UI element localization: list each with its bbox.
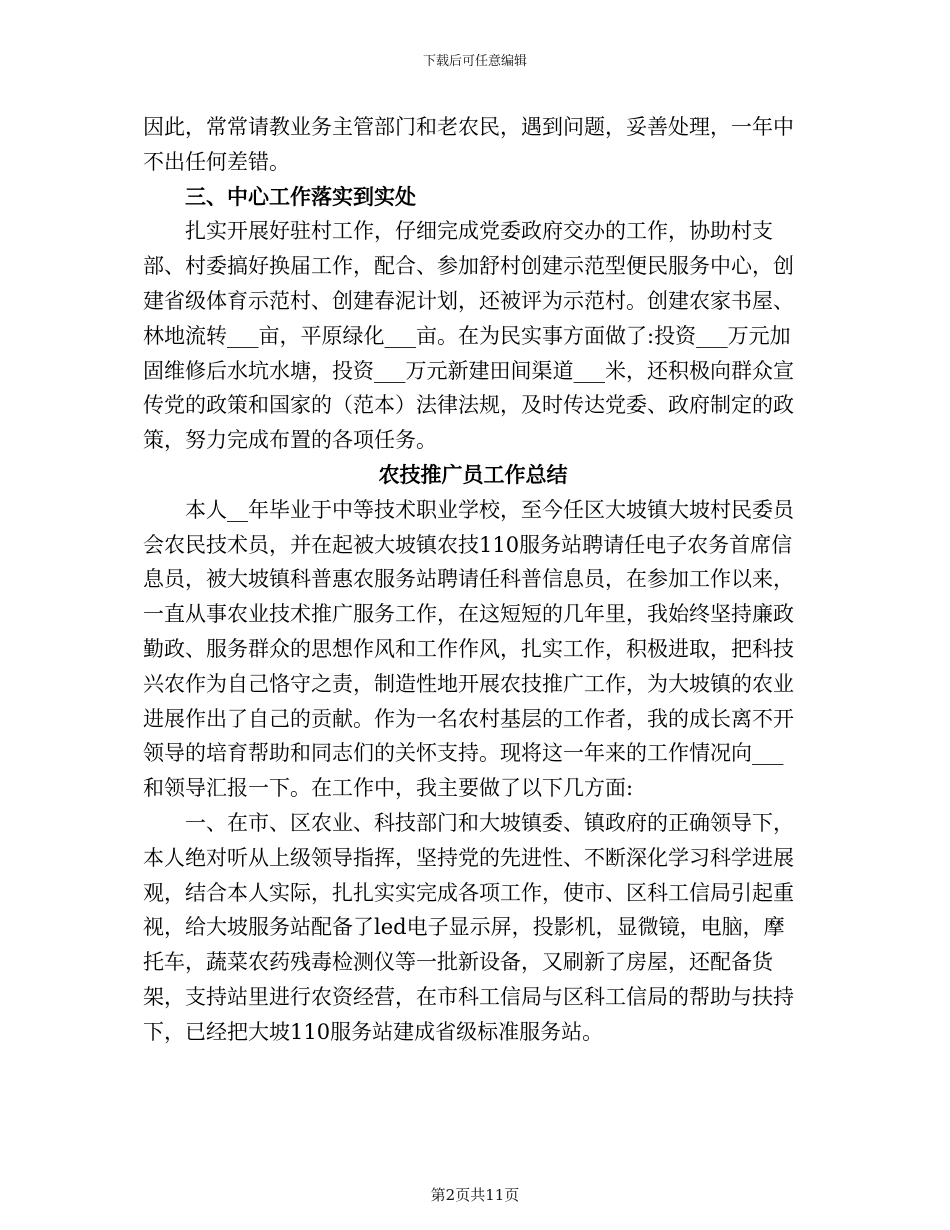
section-heading-3: 三、中心工作落实到实处	[185, 183, 416, 209]
page-footer: 第2页共11页	[430, 1186, 520, 1204]
paragraph-point-1: 一、在市、区农业、科技部门和大坡镇委、镇政府的正确领导下，本人绝对听从上级领导指挥，坚持党的先进性、不断深化学习科学进展观，结合本人实际，扎扎实实完成各项工作，使市、区科工信局引起重视，给大坡服务站配备了led电子显示屏，投影机，显微镜，电脑，摩托车，蔬菜农药残毒检测仪等一批新设备，又刷新了房屋，还配备货架，支持站里进行农资经营，在市科工信局与区科工信局的帮助与扶持下，已经把大坡110服务站建成省级标准服务站。	[143, 810, 794, 1044]
page-header: 下载后可任意编辑	[422, 54, 527, 69]
document-title: 农技推广员工作总结	[378, 461, 568, 487]
document-body	[143, 110, 803, 1050]
paragraph-village-work: 扎实开展好驻村工作，仔细完成党委政府交办的工作，协助村支部、村委搞好换届工作，配合、参加舒村创建示范型便民服务中心，创建省级体育示范村、创建春泥计划，还被评为示范村。创建农家书屋、林地流转___亩，平原绿化___亩。在为民实事方面做了:投资___万元加固维修后水坑水塘，投资___万元新建田间渠道___米，还积极向群众宣传党的政策和国家的（范本）法律法规，及时传达党委、政府制定的政策，努力完成布置的各项任务。	[143, 219, 794, 453]
paragraph-continued: 因此，常常请教业务主管部门和老农民，遇到问题，妥善处理，一年中不出任何差错。	[143, 115, 794, 174]
paragraph-introduction: 本人__年毕业于中等技术职业学校，至今任区大坡镇大坡村民委员会农民技术员，并在起被大坡镇农技110服务站聘请任电子农务首席信息员，被大坡镇科普惠农服务站聘请任科普信息员，在参加工作以来，一直从事农业技术推广服务工作，在这短短的几年里，我始终坚持廉政勤政、服务群众的思想作风和工作作风，扎实工作，积极进取，把科技兴农作为自己恪守之责，制造性地开展农技推广工作，为大坡镇的农业进展作出了自己的贡献。作为一名农村基层的工作者，我的成长离不开领导的培育帮助和同志们的关怀支持。现将这一年来的工作情况向___和领导汇报一下。在工作中，我主要做了以下几方面:	[143, 497, 794, 801]
